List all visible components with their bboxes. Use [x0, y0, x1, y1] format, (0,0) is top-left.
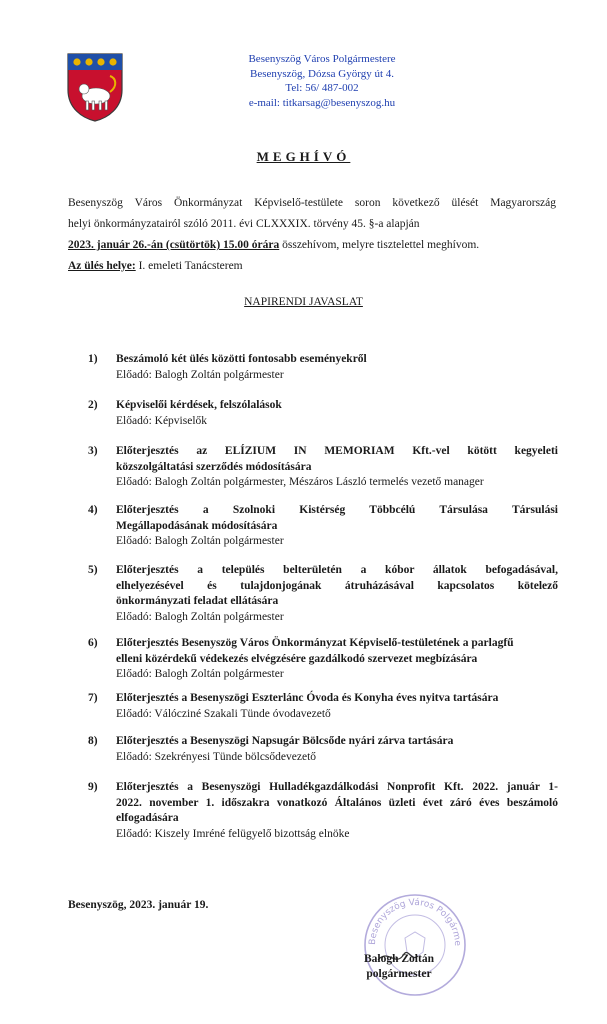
agenda-item	[88, 563, 558, 625]
agenda-item-presenter: Előadó: Képviselők	[116, 414, 208, 427]
agenda-item-title: Képviselői kérdések, felszólalások	[116, 399, 282, 411]
agenda-item-title: Előterjesztés a Besenyszögi Hulladékgazdálkodási Nonprofit Kft. 2022. január 1-	[116, 781, 558, 793]
agenda-item-number: 2)	[88, 399, 98, 411]
agenda-item-presenter: Előadó: Szekrényesi Tünde bölcsődevezető	[116, 750, 317, 763]
agenda-item-title: Beszámoló két ülés közötti fontosabb eseményekről	[116, 353, 367, 365]
agenda-item-title: Előterjesztés Besenyszög Város Önkormányzat Képviselő-testületének a parlagfű	[116, 637, 514, 649]
agenda-item-title: Előterjesztés a Szolnoki Kistérség Többcélú Társulása Társulási	[116, 504, 558, 516]
sender-email: e-mail: titkarsag@besenyszog.hu	[248, 96, 396, 109]
agenda-item	[88, 352, 558, 383]
sender-street: Besenyszög, Dózsa György út 4.	[250, 67, 394, 80]
agenda-item-presenter: Előadó: Balogh Zoltán polgármester	[116, 610, 284, 623]
agenda-item-presenter: Előadó: Kiszely Imréné felügyelő bizottság elnöke	[116, 827, 350, 840]
agenda-item-title: közszolgáltatási szerződés módosítására	[116, 460, 312, 473]
official-stamp-icon	[360, 890, 470, 1000]
agenda-item-number: 6)	[88, 637, 98, 649]
agenda-item-title: Előterjesztés a Besenyszögi Eszterlánc Óvoda és Konyha éves nyitva tartására	[116, 692, 499, 704]
agenda-item	[88, 444, 558, 491]
agenda-item-number: 3)	[88, 445, 98, 457]
agenda-item-number: 9)	[88, 781, 98, 793]
venue-label: Az ülés helye:	[68, 260, 136, 272]
agenda-item	[88, 734, 558, 765]
agenda-item-number: 5)	[88, 564, 98, 576]
signature-block	[364, 952, 434, 982]
meeting-date-rest: összehívom, melyre tisztelettel meghívom.	[279, 239, 480, 251]
agenda-item-number: 8)	[88, 735, 98, 747]
document-date: Besenyszög, 2023. január 19.	[68, 899, 209, 911]
agenda-item-number: 7)	[88, 692, 98, 704]
sender-phone: Tel: 56/ 487-002	[285, 82, 359, 94]
agenda-item-title: 2022. november 1. időszakra vonatkozó Általános üzleti évet záró éves beszámoló	[116, 796, 558, 809]
stamp-text: Besenyszög Város Polgárme	[367, 897, 463, 947]
agenda-item-title: elhelyezésével és tulajdonjogának átruházásával kapcsolatos kötelező	[116, 579, 558, 592]
agenda-item	[88, 636, 558, 683]
signer-title: polgármester	[366, 968, 432, 980]
coat-of-arms-icon	[66, 52, 124, 122]
agenda-item-number: 1)	[88, 353, 98, 365]
meeting-venue-line	[68, 256, 556, 277]
agenda-item	[88, 691, 558, 722]
sender-address-block	[222, 52, 422, 110]
intro-line-2: helyi önkormányzatairól szóló 2011. évi CLXXXIX. törvény 45. §-a alapján	[68, 218, 420, 230]
agenda-item-title: Előterjesztés a Besenyszögi Napsugár Bölcsőde nyári zárva tartására	[116, 735, 454, 747]
agenda-item-presenter: Előadó: Balogh Zoltán polgármester, Mészáros László termelés vezető manager	[116, 476, 484, 489]
agenda-item	[88, 780, 558, 842]
intro-paragraph	[68, 193, 556, 277]
intro-line-1: Besenyszög Város Önkormányzat Képviselő-testülete soron következő ülését Magyarország	[68, 197, 556, 209]
agenda-item-presenter: Előadó: Balogh Zoltán polgármester	[116, 668, 284, 681]
svg-text:Besenyszög Város Polgármestere	[360, 890, 462, 947]
agenda-title: NAPIRENDI JAVASLAT	[244, 296, 363, 308]
agenda-item-presenter: Előadó: Válócziné Szakali Tünde óvodavezető	[116, 707, 331, 720]
agenda-item-title: Megállapodásának módosítására	[116, 519, 278, 532]
agenda-item	[88, 398, 558, 429]
agenda-item-number: 4)	[88, 504, 98, 516]
meeting-date-line	[68, 235, 556, 256]
agenda-item-title: elfogadására	[116, 812, 179, 825]
agenda-item-title: önkormányzati feladat ellátására	[116, 595, 279, 608]
agenda-item-title: Előterjesztés az ELÍZIUM IN MEMORIAM Kft.-vel kötött kegyeleti	[116, 445, 558, 457]
signer-name: Balogh Zoltán	[364, 953, 434, 965]
agenda-item-presenter: Előadó: Balogh Zoltán polgármester	[116, 368, 284, 381]
sender-name: Besenyszög Város Polgármestere	[248, 53, 396, 65]
agenda-item-title: Előterjesztés a település belterületén a kóbor állatok befogadásával,	[116, 564, 558, 576]
venue-value: I. emeleti Tanácsterem	[135, 260, 243, 272]
meeting-date: 2023. január 26.-án (csütörtök) 15.00 órára	[68, 239, 280, 251]
agenda-item-title: elleni közérdekű védekezés elvégzésére gazdálkodó szervezet megbízására	[116, 652, 478, 665]
document-title-text: MEGHÍVÓ	[256, 149, 351, 164]
agenda-item-presenter: Előadó: Balogh Zoltán polgármester	[116, 535, 284, 548]
agenda-item	[88, 503, 558, 550]
document-title	[0, 148, 607, 166]
